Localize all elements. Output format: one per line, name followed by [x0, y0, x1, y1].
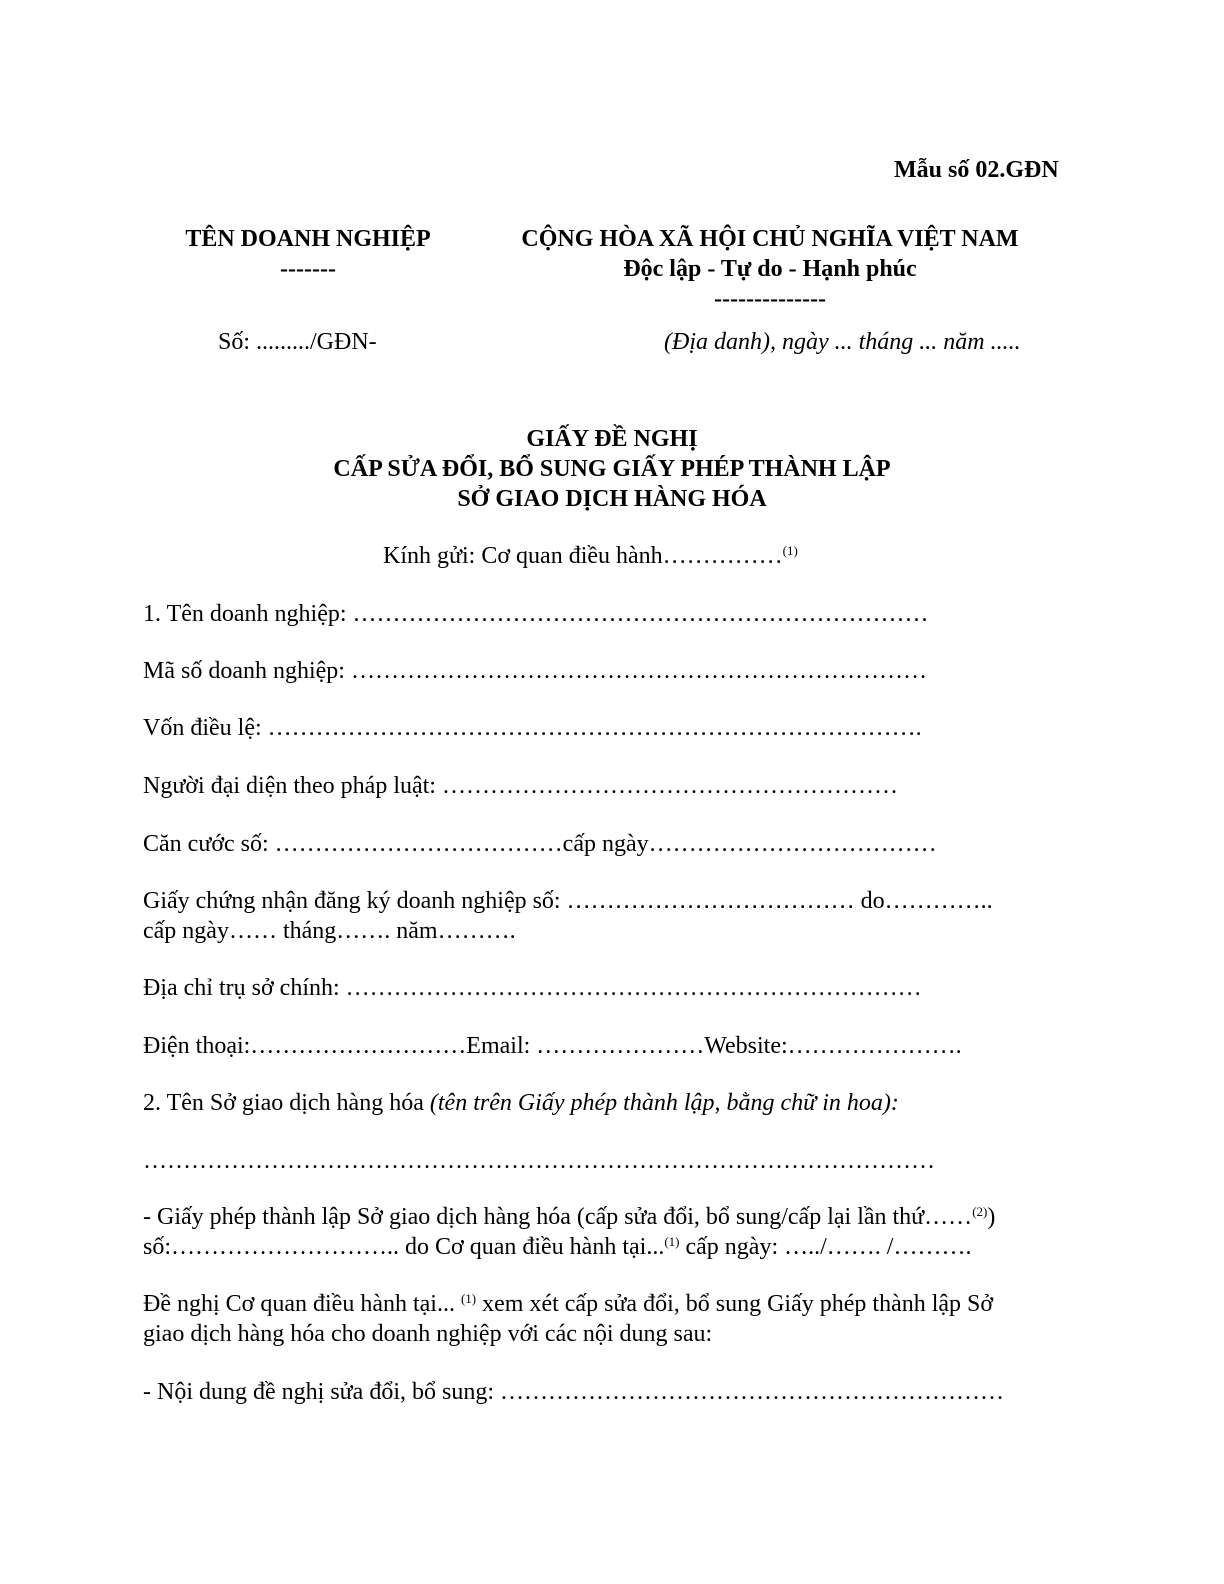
- footnote-1-ref-2: (1): [664, 1234, 680, 1250]
- amendment-content: - Nội dung đề nghị sửa đổi, bổ sung: ………………………………………………………: [143, 1379, 1004, 1405]
- request-text-a: Đề nghị Cơ quan điều hành tại...: [143, 1291, 461, 1317]
- company-name-heading: TÊN DOANH NGHIỆP: [185, 226, 431, 252]
- form-code: Mẫu số 02.GĐN: [894, 157, 1059, 183]
- recipient-line: [383, 541, 798, 571]
- motto: Độc lập - Tự do - Hạnh phúc: [623, 256, 917, 282]
- request-text-b: xem xét cấp sửa đổi, bổ sung Giấy phép thành lập Sở: [476, 1291, 994, 1317]
- exchange-name-blank: ………………………………………………………………………………………: [143, 1148, 935, 1174]
- request-line-1: [143, 1289, 993, 1319]
- license-text-2b: cấp ngày: …../……. /……….: [679, 1234, 972, 1260]
- license-text-1: - Giấy phép thành lập Sở giao dịch hàng hóa (cấp sửa đổi, bổ sung/cấp lại lần thứ……: [143, 1204, 973, 1230]
- field-legal-representative: Người đại diện theo pháp luật: …………………………………………………: [143, 773, 898, 799]
- field-registration-cert: Giấy chứng nhận đăng ký doanh nghiệp số: ……………………………… do…………..: [143, 888, 993, 914]
- footnote-2-ref: (2): [972, 1204, 988, 1220]
- field-head-office: Địa chỉ trụ sở chính: ………………………………………………………………: [143, 975, 922, 1001]
- company-divider: -------: [280, 256, 336, 282]
- license-text-2a: số:……………………….. do Cơ quan điều hành tại...: [143, 1234, 665, 1260]
- license-text-1-end: ): [987, 1204, 996, 1230]
- field-tax-code: Mã số doanh nghiệp: ………………………………………………………………: [143, 658, 927, 684]
- footnote-1-ref: (1): [782, 543, 798, 559]
- title-line-2: CẤP SỬA ĐỔI, BỔ SUNG GIẤY PHÉP THÀNH LẬP: [333, 456, 891, 482]
- field-id-card: Căn cước số: ………………………………cấp ngày………………………………: [143, 831, 937, 857]
- place-date: (Địa danh), ngày ... tháng ... năm .....: [664, 329, 1021, 355]
- field-registration-date: cấp ngày…… tháng……. năm……….: [143, 918, 516, 944]
- field-contact: Điện thoại:………………………Email: …………………Website:………………….: [143, 1033, 962, 1059]
- title-line-1: GIẤY ĐỀ NGHỊ: [526, 426, 698, 452]
- nation-heading: CỘNG HÒA XÃ HỘI CHỦ NGHĨA VIỆT NAM: [521, 226, 1019, 252]
- license-line-2: [143, 1232, 971, 1262]
- exchange-name-label: [143, 1088, 899, 1118]
- document-number: Số: ........./GĐN-: [218, 329, 377, 355]
- request-line-2: giao dịch hàng hóa cho doanh nghiệp với các nội dung sau:: [143, 1321, 713, 1347]
- exchange-name-hint: (tên trên Giấy phép thành lập, bằng chữ in hoa):: [429, 1090, 899, 1116]
- footnote-1-ref-3: (1): [460, 1291, 477, 1307]
- title-line-3: SỞ GIAO DỊCH HÀNG HÓA: [457, 486, 767, 512]
- field-charter-capital: Vốn điều lệ: ……………………………………………………………………….: [143, 715, 922, 741]
- license-line-1: [143, 1202, 995, 1232]
- field-company-name: 1. Tên doanh nghiệp: ………………………………………………………………: [143, 601, 929, 627]
- recipient-text: Kính gửi: Cơ quan điều hành……………: [383, 543, 783, 569]
- motto-divider: --------------: [714, 286, 826, 312]
- exchange-name-prefix: 2. Tên Sở giao dịch hàng hóa: [143, 1090, 430, 1116]
